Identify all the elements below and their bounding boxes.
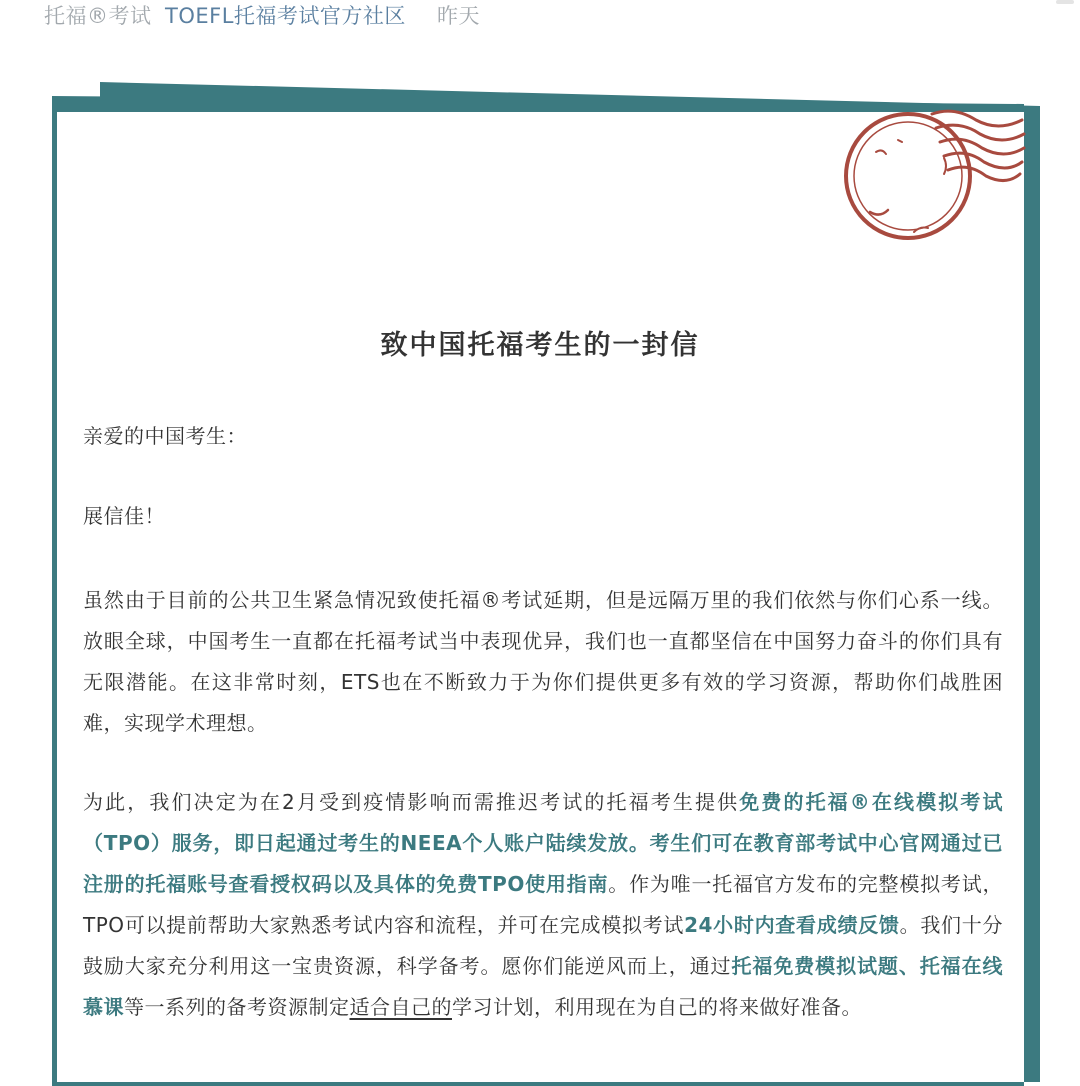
letter-salutation: 展信佳！: [83, 504, 165, 528]
top-edge-marker: [1056, 0, 1074, 4]
paragraph-2-text: 为此，我们决定为在2月受到疫情影响而需推迟考试的托福考生提供: [83, 790, 740, 814]
publish-time: 昨天: [437, 4, 480, 28]
letter-title: 致中国托福考生的一封信: [380, 330, 700, 361]
letter-greeting: 亲爱的中国考生：: [83, 424, 247, 448]
letter-paragraph-1: 虽然由于目前的公共卫生紧急情况致使托福®考试延期，但是远隔万里的我们依然与你们心系一线。放眼全球，中国考生一直都在托福考试当中表现优异，我们也一直都坚信在中国努力奋斗的你们具有无限潜能。在这非常时刻，ETS也在不断致力于为你们提供更多有效的学习资源，帮助你们战胜困难，实现学术理想。: [83, 588, 1003, 735]
free-resources-highlight: 托福免费模拟试题、托福在线慕课: [83, 954, 1004, 1019]
letter-paragraph-2: [83, 782, 1003, 1028]
paragraph-2-text: 。我们十分鼓励大家充分利用这一宝贵资源，科学备考。愿你们能逆风而上，通过: [83, 913, 1003, 978]
account-name-link[interactable]: TOEFL托福考试官方社区: [165, 4, 406, 28]
article-meta-bar: [0, 0, 1080, 36]
score-feedback-highlight: 24小时内查看成绩反馈: [684, 913, 900, 937]
postmark-stamp-icon: [836, 100, 1026, 260]
paragraph-2-text: 。作为唯一托福官方发布的完整模拟考试，TPO可以提前帮助大家熟悉考试内容和流程，并可在完成模拟考试: [83, 872, 1004, 937]
article-category[interactable]: 托福®考试: [44, 4, 152, 28]
underlined-phrase: 适合自己的: [349, 995, 452, 1019]
paragraph-2-text: 等一系列的备考资源制定: [124, 995, 350, 1019]
paragraph-2-text: 学习计划，利用现在为自己的将来做好准备。: [452, 995, 862, 1019]
free-tpo-highlight: 免费的托福®在线模拟考试（TPO）服务，即日起通过考生的NEEA个人账户陆续发放。考生们可在教育部考试中心官网通过已注册的托福账号查看授权码以及具体的免费TPO使用指南: [83, 790, 1003, 896]
